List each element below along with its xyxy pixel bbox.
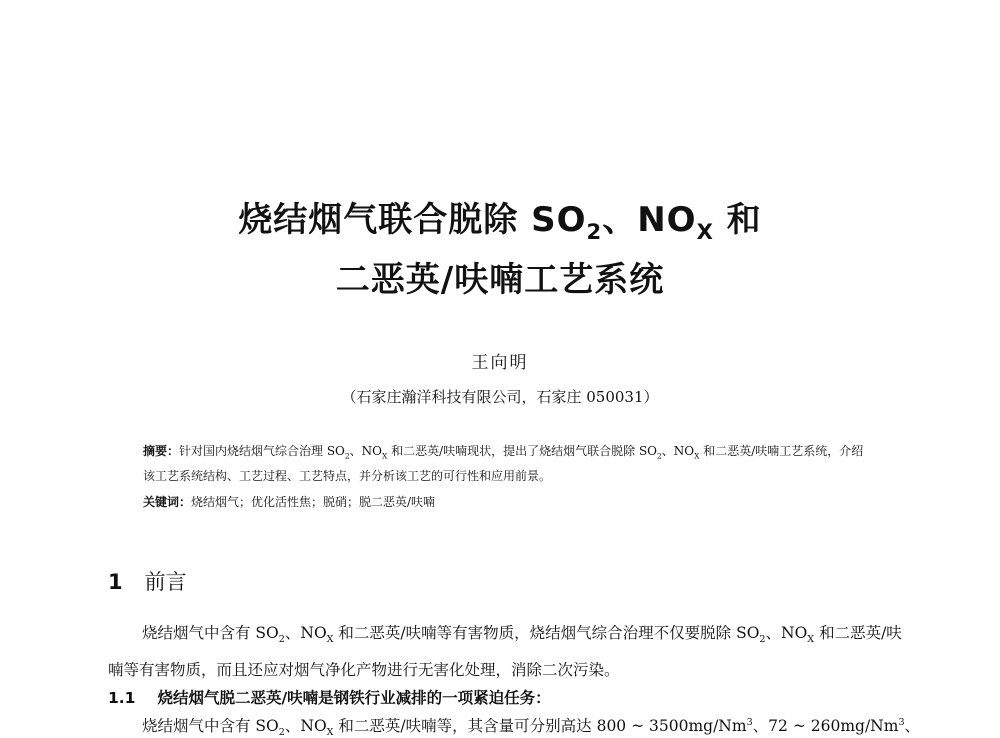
subsection-title: 烧结烟气脱二恶英/呋喃是钢铁行业减排的一项紧迫任务： <box>157 689 551 707</box>
paper-title-line-1: 烧结烟气联合脱除 $SO_2$、$NO_X$ 和 <box>238 200 762 244</box>
subsection-number: 1.1 <box>108 689 136 707</box>
keywords-label: 关键词： <box>143 495 192 509</box>
section-number: 1 <box>108 570 123 594</box>
abstract: 摘要：针对国内烧结烟气综合治理 $SO_2$、$NO_X$ 和二恶英/呋喃现状，提出了烧结烟气联合脱除 $SO_2$、$NO_X$ 和二恶英/呋喃工艺系统，介绍该工艺系统结构、工艺过程、工艺特点，并分析该工艺的可行性和应用前景。 <box>143 444 864 484</box>
subsection-heading <box>108 686 551 708</box>
keywords <box>143 492 873 512</box>
section-title: 前言 <box>144 570 187 594</box>
author-affiliation: （石家庄瀚洋科技有限公司，石家庄 050031） <box>341 388 659 406</box>
abstract-label: 摘要： <box>143 444 180 458</box>
subsection-paragraph: 烧结烟气中含有 $SO_2$、$NO_X$ 和二恶英/呋喃等，其含量可分别高达 800 ~ 3500mg/Nm$^3$、72 ~ 260mg/Nm$^3$、 <box>142 716 921 738</box>
keywords-text: 烧结烟气；优化活性焦；脱硝；脱二恶英/呋喃 <box>191 495 436 509</box>
intro-paragraph: 烧结烟气中含有 $SO_2$、$NO_X$ 和二恶英/呋喃等有害物质，烧结烟气综合治理不仅要脱除 $SO_2$、$NO_X$ 和二恶英/呋喃等有害物质，而且还应对烟气净化产物进行无害化处理，消除二次污染。 <box>108 624 902 680</box>
paper-title-line-2: 二恶英/呋喃工艺系统 <box>335 260 665 300</box>
section-heading <box>108 566 187 596</box>
author-name: 王向明 <box>471 353 529 373</box>
